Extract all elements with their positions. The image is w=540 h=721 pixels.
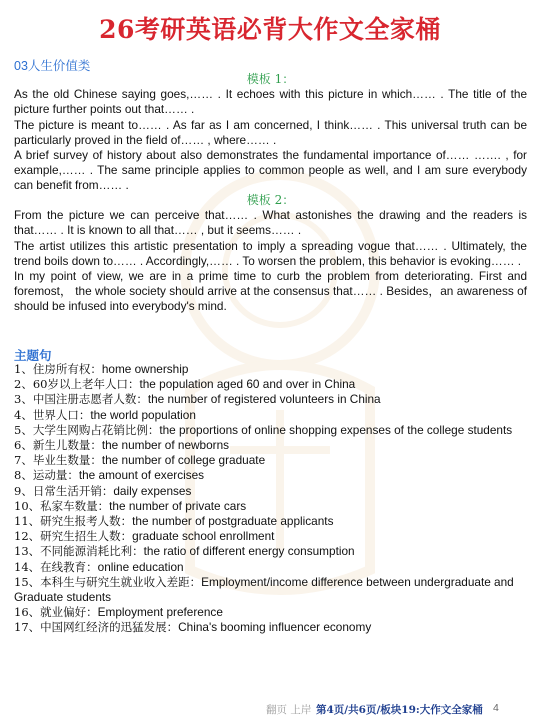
list-item: 12、研究生招生人数：graduate school enrollment (14, 529, 275, 544)
page-footer (0, 702, 540, 718)
template-1 (14, 72, 527, 194)
list-item: 17、中国网红经济的迅猛发展：China's booming influencer economy (14, 620, 372, 635)
list-item: 14、在线教育：online education (14, 559, 184, 574)
list-item: 6、新生儿数量：the number of newborns (14, 438, 230, 453)
list-item: 1、住房所有权：home ownership (14, 362, 189, 376)
list-item: 5、大学生网购占花销比例：the proportions of online shopping expenses of the college students (14, 422, 513, 437)
template-2-paragraph: From the picture we can perceive that…… . What astonishes the drawing and the readers is that…… . It is known to all that…… , but it seems…… . (14, 208, 527, 238)
list-item: 15、本科生与研究生就业收入差距：Employment/income difference between undergraduate and Graduate students (14, 574, 514, 605)
template-2-paragraph: In my point of view, we are in a prime time to curb the problem from deteriorating. First and foremost， the whole society should arrive at the consensus that…… . Besides，an awareness of should be infused into everybody's mind. (14, 269, 527, 314)
template-1-paragraph: A brief survey of history about also demonstrates the fundamental importance of…… ……. , for example,…… . The same principle applies to common people as well, and I am sure everybody can benefit from…… . (14, 148, 527, 193)
list-item: 4、世界人口：the world population (14, 407, 196, 422)
template-2-heading: 模板 2： (246, 193, 295, 207)
list-item: 3、中国注册志愿者人数：the number of registered volunteers in China (14, 392, 381, 407)
section-label: 03人生价值类 (14, 59, 91, 73)
footer-nav-links[interactable]: 翻页 上岸 (266, 704, 312, 716)
list-item: 9、日常生活开销：daily expenses (14, 483, 192, 498)
template-2 (14, 193, 527, 315)
topic-list (14, 362, 527, 636)
list-item: 2、60岁以上老年人口：the population aged 60 and over in China (14, 377, 356, 392)
topics-heading: 主题句 (14, 349, 52, 363)
list-item: 8、运动量：the amount of exercises (14, 468, 205, 483)
footer-page-info: 第4页/共6页/板块19:大作文全家桶 (316, 704, 483, 716)
list-item: 13、不同能源消耗比利：the ratio of different energy consumption (14, 544, 355, 559)
page-title: 26考研英语必背大作文全家桶 (99, 15, 441, 44)
list-item: 16、就业偏好：Employment preference (14, 605, 223, 620)
list-item: 7、毕业生数量：the number of college graduate (14, 453, 266, 468)
list-item: 10、私家车数量：the number of private cars (14, 498, 247, 513)
template-1-paragraph: As the old Chinese saying goes,…… . It echoes with this picture in which…… . The title of the picture further points out that…… . (14, 87, 527, 117)
list-item: 11、研究生报考人数：the number of postgraduate applicants (14, 514, 334, 529)
page-number: 4 (493, 702, 499, 714)
template-2-paragraph: The artist utilizes this artistic presentation to imply a spreading vogue that…… . Ultimately, the trend boils down to…… . Accordingly,…… . To worsen the problem, this behavior is evoking…… . (14, 238, 527, 268)
template-1-heading: 模板 1： (246, 72, 295, 86)
template-1-paragraph: The picture is meant to…… . As far as I am concerned, I think…… . This universal truth can be particularly proved in the field of…… , where…… . (14, 117, 527, 147)
